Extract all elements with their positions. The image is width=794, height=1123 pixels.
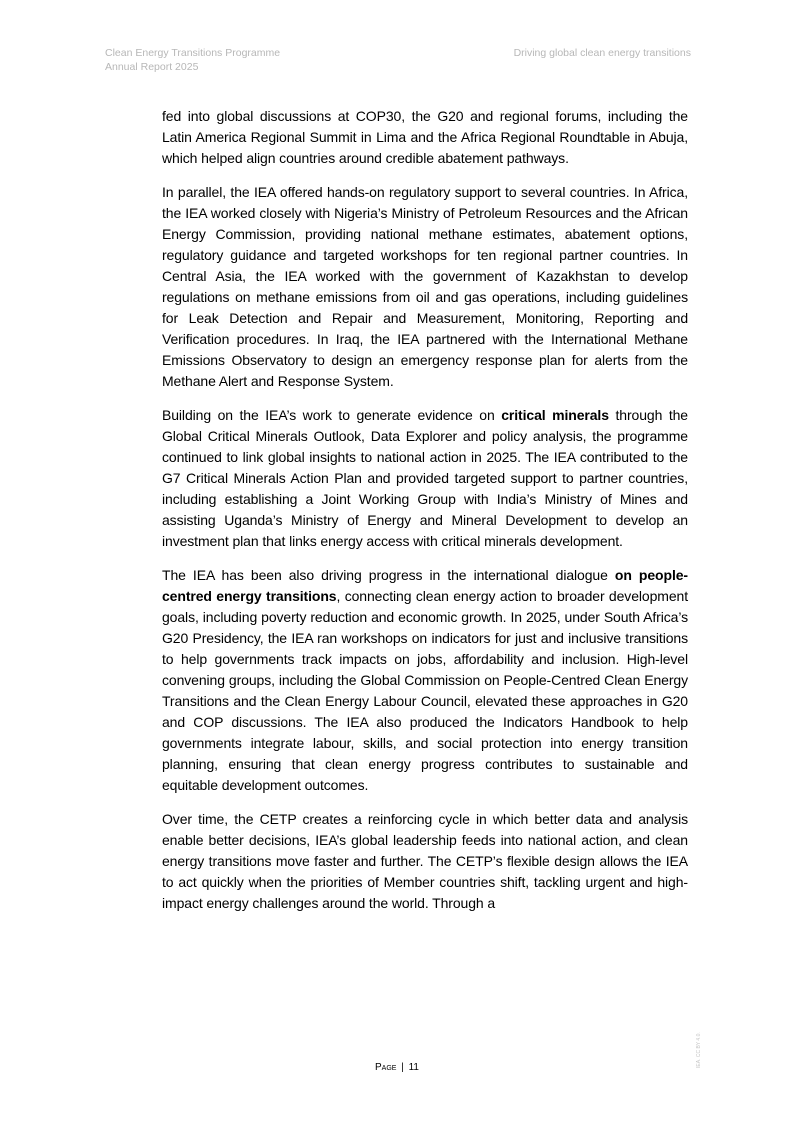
paragraph-3-text-start: Building on the IEA’s work to generate evidence on (162, 407, 502, 423)
paragraph-4-text-start: The IEA has been also driving progress in the international dialogue (162, 567, 615, 583)
page-separator: | (401, 1062, 404, 1073)
paragraph-4-highlight: on people-centred energy transitions (162, 567, 688, 604)
license-credit: IEA. CC BY 4.0. (696, 1032, 702, 1068)
page-number: 11 (408, 1062, 419, 1073)
paragraph-1: fed into global discussions at COP30, the G20 and regional forums, including the Latin America Regional Summit in Lima and the Africa Regional Roundtable in Abuja, which helped align countries around credible abatement pathways. (162, 108, 688, 166)
page-number-footer (0, 1062, 794, 1073)
paragraph-3 (162, 405, 688, 552)
header-tagline: Driving global clean energy transitions (513, 47, 691, 59)
paragraph-3-highlight: critical minerals (501, 407, 609, 423)
header-programme: Clean Energy Transitions Programme (105, 47, 281, 59)
paragraph-4 (162, 565, 688, 796)
page-label: Page (374, 1062, 397, 1073)
body-text (162, 106, 688, 927)
paragraph-5: Over time, the CETP creates a reinforcing cycle in which better data and analysis enable better decisions, IEA’s global leadership feeds into national action, and clean energy transitions move faster and further. The CETP’s flexible design allows the IEA to act quickly when the priorities of Member countries shift, tackling urgent and high-impact energy challenges around the world. Through a (162, 811, 688, 911)
paragraph-2: In parallel, the IEA offered hands-on regulatory support to several countries. In Africa, the IEA worked closely with Nigeria’s Ministry of Petroleum Resources and the African Energy Commission, providing national methane estimates, abatement options, regulatory guidance and targeted workshops for ten regional partner countries. In Central Asia, the IEA worked with the government of Kazakhstan to develop regulations on methane emissions from oil and gas operations, including guidelines for Leak Detection and Repair and Measurement, Monitoring, Reporting and Verification procedures. In Iraq, the IEA partnered with the International Methane Emissions Observatory to design an emergency response plan for alerts from the Methane Alert and Response System. (162, 184, 688, 389)
paragraph-4-text-end: , connecting clean energy action to broader development goals, including poverty reduction and economic growth. In 2025, under South Africa’s G20 Presidency, the IEA ran workshops on indicators for just and inclusive transitions to help governments track impacts on jobs, affordability and inclusion. High-level convening groups, including the Global Commission on People-Centred Clean Energy Transitions and the Clean Energy Labour Council, elevated these approaches in G20 and COP discussions. The IEA also produced the Indicators Handbook to help governments integrate labour, skills, and social protection into energy transition planning, ensuring that clean energy progress contributes to sustainable and equitable development outcomes. (162, 588, 688, 793)
header-report: Annual Report 2025 (105, 61, 199, 73)
header-left (105, 46, 280, 74)
paragraph-3-text-end: through the Global Critical Minerals Outlook, Data Explorer and policy analysis, the programme continued to link global insights to national action in 2025. The IEA contributed to the G7 Critical Minerals Action Plan and provided targeted support to partner countries, including establishing a Joint Working Group with India’s Ministry of Mines and assisting Uganda’s Ministry of Energy and Mineral Development to develop an investment plan that links energy access with critical minerals development. (162, 407, 688, 549)
